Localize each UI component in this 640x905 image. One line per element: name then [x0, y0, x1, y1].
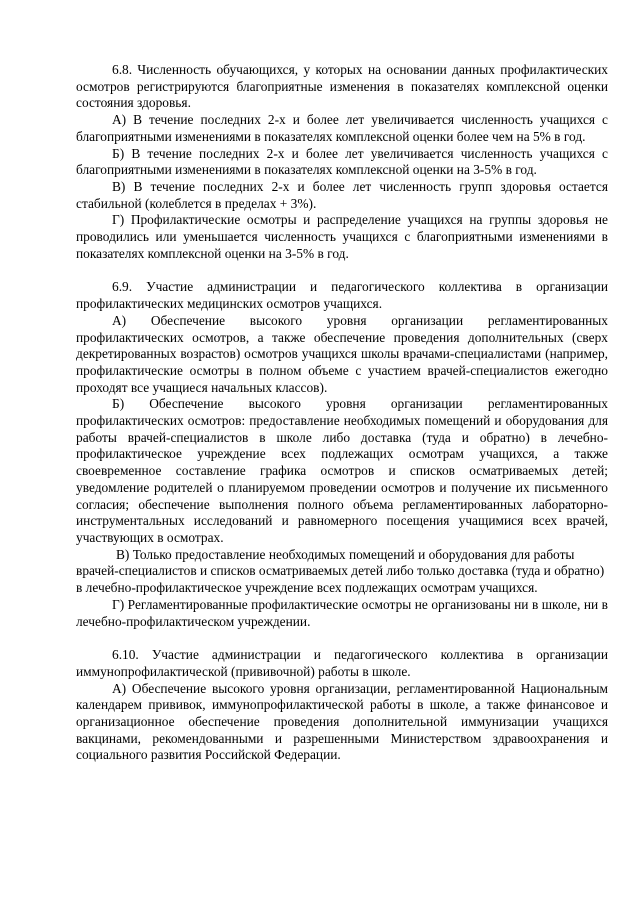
- option-6-10-a: А) Обеспечение высокого уровня организации, регламентированной Национальным календарем прививок, иммунопрофилактической работы в школе, а также финансовое и организационное обеспечение проведения дополнительной иммунизации учащихся вакцинами, рекомендованными и разрешенными Министерством здравоохранения и социального развития Российской Федерации.: [76, 680, 608, 763]
- option-6-9-v: В) Только предоставление необходимых помещений и оборудования для работы врачей-специалистов и списков осматриваемых детей либо только доставка (туда и обратно) в лечебно-профилактическое учреждение всех подлежащих осмотрам учащихся.: [76, 546, 605, 596]
- option-6-8-v: В) В течение последних 2-х и более лет численность групп здоровья остается стабильной (колеблется в пределах + 3%).: [76, 178, 608, 211]
- section-6-10: [76, 647, 608, 764]
- question-6-9: 6.9. Участие администрации и педагогического коллектива в организации профилактических медицинских осмотров учащихся.: [76, 279, 608, 312]
- section-6-8: [76, 62, 608, 262]
- option-6-8-b: Б) В течение последних 2-х и более лет увеличивается численность учащихся с благоприятными изменениями в показателях комплексной оценки на 3-5% в год.: [76, 145, 608, 178]
- option-6-9-b: Б) Обеспечение высокого уровня организации регламентированных профилактических осмотров: предоставление необходимых помещений и оборудования для работы врачей-специалистов в школе либо доставка (туда и обратно) в лечебно-профилактическое учреждение всех подлежащих осмотрам учащихся, а также своевременное составление графика осмотров и списков осматриваемых детей; уведомление родителей о планируемом проведении осмотров и получение их письменного согласия; обеспечение выполнения полного объема регламентированных лабораторно-инструментальных исследований и равномерного посещения учащимися всех врачей, участвующих в осмотрах.: [76, 396, 608, 545]
- question-6-10: 6.10. Участие администрации и педагогического коллектива в организации иммунопрофилактической (прививочной) работы в школе.: [76, 647, 608, 679]
- section-6-9: [76, 279, 608, 630]
- option-6-9-a: А) Обеспечение высокого уровня организации регламентированных профилактических осмотров, а также обеспечение проведения дополнительных (сверх декретированных возрастов) осмотров учащихся школы врачами-специалистами (например, профилактические осмотры в полном объеме с участием врачей-специалистов ежегодно проходят все учащиеся начальных классов).: [76, 312, 608, 395]
- option-6-9-g: Г) Регламентированные профилактические осмотры не организованы ни в школе, ни в лечебно-профилактическом учреждении.: [76, 596, 608, 629]
- option-6-8-g: Г) Профилактические осмотры и распределение учащихся на группы здоровья не проводились или уменьшается численность учащихся с благоприятными изменениями в показателях комплексной оценки на 3-5% в год.: [76, 212, 608, 261]
- question-6-8: 6.8. Численность обучающихся, у которых на основании данных профилактических осмотров регистрируются благоприятные изменения в показателях комплексной оценки состояния здоровья.: [76, 62, 608, 111]
- document-page: [76, 62, 608, 764]
- option-6-8-a: А) В течение последних 2-х и более лет увеличивается численность учащихся с благоприятными изменениями в показателях комплексной оценки более чем на 5% в год.: [76, 112, 608, 144]
